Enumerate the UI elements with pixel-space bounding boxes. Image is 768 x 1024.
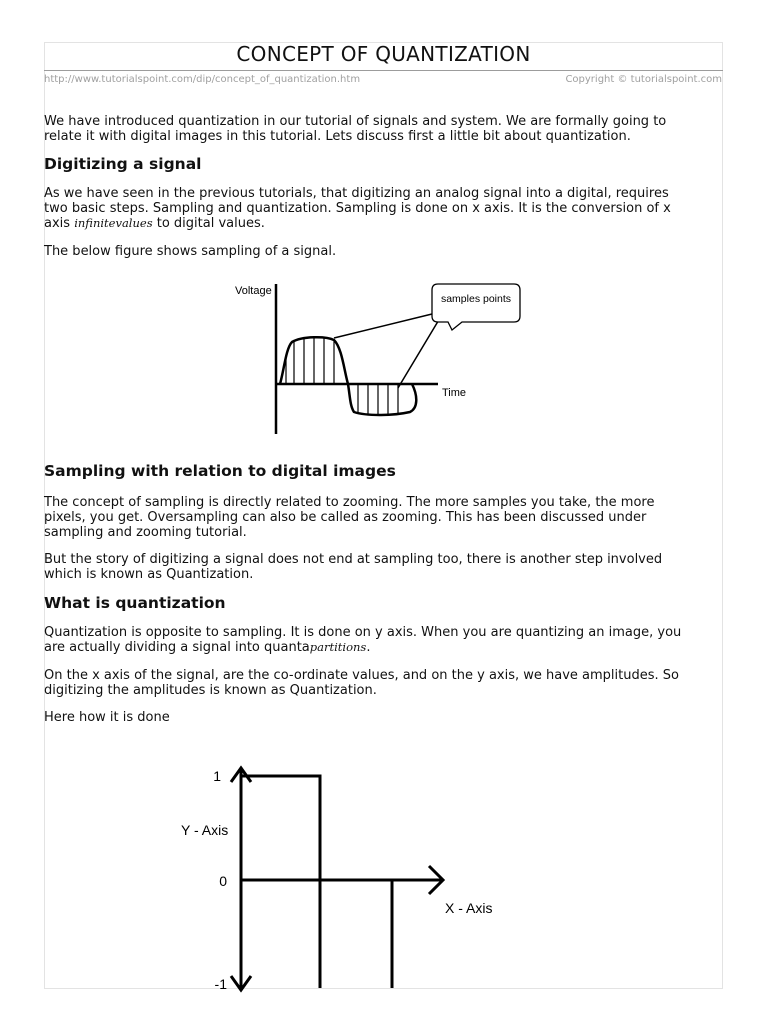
digitizing-italic-term: infinitevalues (74, 216, 153, 230)
source-url[interactable]: http://www.tutorialspoint.com/dip/concept_of_quantization.htm (44, 74, 361, 85)
figure-intro-paragraph: The below figure shows sampling of a signal. (44, 244, 337, 259)
copyright-notice: Copyright © tutorialspoint.com (565, 74, 722, 85)
digitizing-line-1: As we have seen in the previous tutorials, that digitizing an analog signal into a digital, requires (44, 186, 669, 201)
intro-line-1: We have introduced quantization in our tutorial of signals and system. We are formally going to (44, 114, 667, 129)
quantization-step-line-1: But the story of digitizing a signal does not end at sampling too, there is another step involved (44, 552, 663, 567)
sampling-images-line-2: pixels, you get. Oversampling can also be called as zooming. This has been discussed under (44, 510, 647, 525)
sampling-images-paragraph (44, 495, 724, 540)
page-title: CONCEPT OF QUANTIZATION (236, 42, 531, 66)
digitizing-paragraph (44, 186, 724, 231)
callout-pointers (334, 314, 440, 388)
callout-bubble (432, 284, 520, 330)
title-rule (44, 70, 723, 71)
quant-tick-0: 0 (219, 873, 227, 889)
digitizing-line-3a: axis (44, 216, 75, 231)
quantization-figure (175, 760, 493, 992)
intro-line-2: relate it with digital images in this tutorial. Lets discuss first a little bit about quantization. (44, 129, 631, 144)
quantization-step-paragraph (44, 552, 724, 582)
heading-digitizing: Digitizing a signal (44, 155, 202, 173)
quantization-paragraph-2 (44, 668, 724, 698)
quantization-line-2a: are actually dividing a signal into quanta (44, 640, 310, 655)
digitizing-line-2: two basic steps. Sampling and quantization. Sampling is done on x axis. It is the conversion of x (44, 201, 671, 216)
sampling-figure (226, 278, 546, 438)
intro-paragraph (44, 114, 724, 144)
quantization-p2-line-1: On the x axis of the signal, are the co-ordinate values, and on the y axis, we have amplitudes. So (44, 668, 679, 683)
quant-y-label: Y - Axis (181, 822, 229, 838)
quantization-paragraph-1 (44, 625, 724, 655)
sampling-images-line-1: The concept of sampling is directly related to zooming. The more samples you take, the more (44, 495, 655, 510)
heading-sampling-images: Sampling with relation to digital images (44, 462, 396, 480)
quant-positive-step (241, 776, 320, 988)
here-how-paragraph: Here how it is done (44, 710, 170, 725)
quantization-line-2b: . (366, 640, 371, 655)
quant-tick-1: 1 (213, 768, 221, 784)
quant-x-label: X - Axis (445, 900, 493, 916)
sampling-x-label: Time (442, 387, 467, 399)
sampling-y-label: Voltage (235, 285, 272, 297)
quantization-italic-term: partitions (309, 640, 367, 654)
quantization-step-line-2: which is known as Quantization. (44, 567, 254, 582)
sampling-images-line-3: sampling and zooming tutorial. (44, 525, 247, 540)
digitizing-line-3b: to digital values. (152, 216, 265, 231)
callout-text: samples points (440, 293, 512, 305)
heading-quantization: What is quantization (44, 594, 226, 612)
quantization-p2-line-2: digitizing the amplitudes is known as Quantization. (44, 683, 377, 698)
quant-negative-step (320, 880, 392, 988)
sampling-waveform (280, 337, 416, 415)
sample-lines (286, 338, 398, 415)
quantization-line-1: Quantization is opposite to sampling. It is done on y axis. When you are quantizing an image, you (44, 625, 682, 640)
quant-tick-minus-1: -1 (214, 976, 227, 992)
